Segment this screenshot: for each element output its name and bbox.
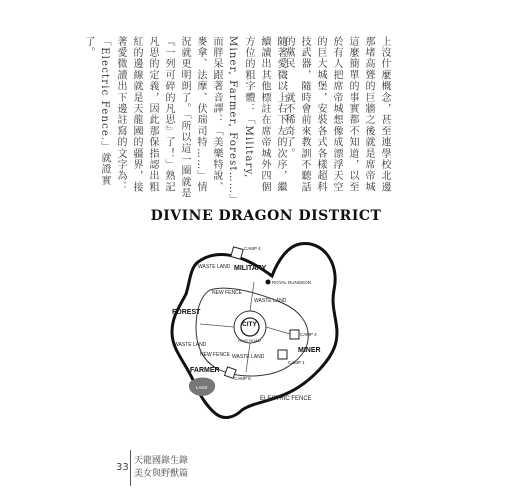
royal-dungeon-dot (266, 280, 271, 285)
page-number: 33 (116, 462, 129, 473)
label-camp-1: CAMP 1 (288, 360, 305, 365)
label-military: MILITARY (234, 265, 267, 272)
district-map (150, 232, 380, 442)
camp-4-marker (231, 247, 243, 259)
camp-1-marker (278, 350, 287, 359)
label-electric-fence: ELECTRIC FENCE (260, 396, 312, 402)
label-waste-land-3: WASTE LAND (174, 342, 207, 348)
label-camp-3: CAMP 3 (300, 332, 317, 337)
label-lake: LAKE (196, 385, 208, 390)
label-farmer: FARMER (190, 367, 220, 374)
footer-book-title: 天龍國錄生錄 (134, 456, 189, 466)
footer-chapter-title: 美女與野獸篇 (134, 469, 189, 479)
label-waste-land-2: WASTE LAND (254, 298, 287, 304)
label-waste-land-1: WASTE LAND (198, 264, 231, 270)
label-camp-5: CAMP 5 (234, 376, 251, 381)
body-text-right: 上沒什麼概念，甚至連學校北邊那堵高聳的巨牆之後就是席帝城這麼簡單的事實都不知道，以至於有人把席帝城想像成漂浮天空的巨大城堡，安裝各式各樣超科技武器，隨時會前來教訓不聽話的黨民……就不稀奇了。 (283, 36, 390, 193)
label-camp-4: CAMP 4 (244, 246, 261, 251)
label-new-fence-1: NEW FENCE (212, 290, 242, 296)
label-ring-road: RING ROAD (238, 338, 261, 343)
label-city: CITY (242, 321, 257, 328)
label-waste-land-4: WASTE LAND (232, 354, 265, 360)
footer-divider (130, 450, 131, 486)
map-title: DIVINE DRAGON DISTRICT (150, 208, 382, 224)
label-forest: FOREST (172, 309, 201, 316)
label-miner: MINER (298, 347, 321, 354)
label-royal-dungeon: ROYAL DUNGEON (272, 280, 312, 285)
body-text-left: 隨著愛微以上右下左的次序，繼續讀出其他標註在席帝城外四個方位的粗字體：「Military, Miner, Farmer, Forest……」而胖呆跟著音譯：「美樂特說、麥拿、法摩、伏瑞司特……」情況就更明朗了。「所以這一圈就是『一列可碎的凡思』了！」熟記凡思的定義，因此那保指認出粗紅的邊線就是天龍國的疆界，接著愛微讀出下邊註寫的文字為：「Electric Fence.」就證實了。 (83, 36, 286, 201)
label-new-fence-2: NEW FENCE (200, 352, 230, 358)
camp-3-marker (290, 330, 299, 339)
